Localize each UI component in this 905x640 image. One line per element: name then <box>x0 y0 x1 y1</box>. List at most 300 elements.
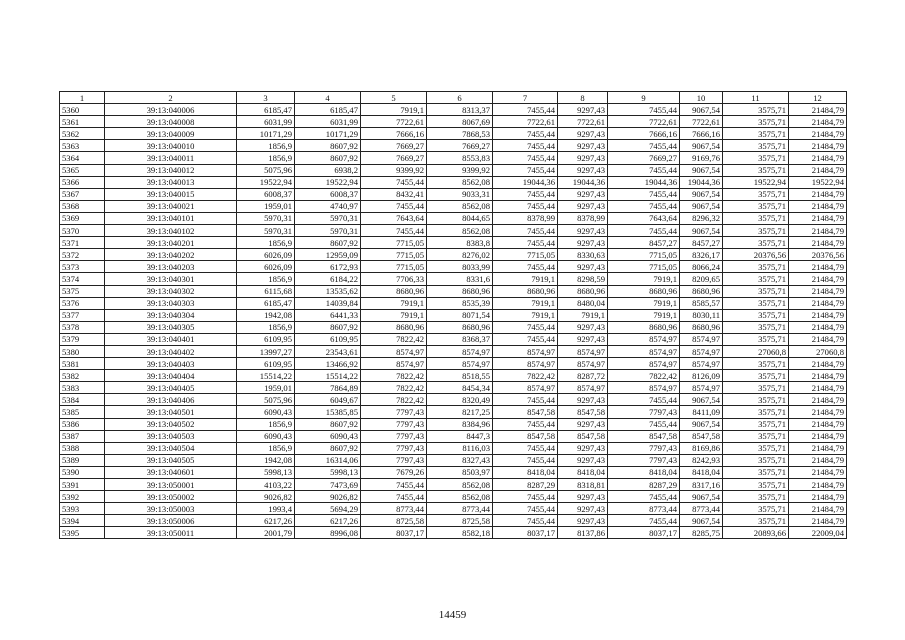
table-cell: 6090,43 <box>237 406 295 418</box>
table-cell: 19522,94 <box>237 176 295 188</box>
table-cell: 7722,61 <box>558 116 608 128</box>
table-cell: 5391 <box>60 479 105 491</box>
table-cell: 5386 <box>60 418 105 430</box>
table-cell: 5970,31 <box>295 225 361 237</box>
column-header: 10 <box>680 92 723 104</box>
table-cell: 19044,36 <box>680 176 723 188</box>
table-cell: 7919,1 <box>361 104 427 116</box>
table-cell: 8773,44 <box>361 503 427 515</box>
table-cell: 8725,58 <box>427 515 493 527</box>
table-cell: 9067,54 <box>680 200 723 212</box>
table-cell: 3575,71 <box>723 261 789 273</box>
table-cell: 7669,27 <box>427 140 493 152</box>
table-cell: 21484,79 <box>789 418 847 430</box>
table-cell: 39:13:040006 <box>105 104 237 116</box>
table-cell: 7455,44 <box>493 152 558 164</box>
table-row <box>60 128 847 140</box>
table-cell: 8126,09 <box>680 370 723 382</box>
table-cell: 7455,44 <box>608 394 680 406</box>
table-cell: 7919,1 <box>608 297 680 309</box>
table-cell: 3575,71 <box>723 273 789 285</box>
table-cell: 9297,43 <box>558 491 608 503</box>
table-cell: 7455,44 <box>493 140 558 152</box>
table-cell: 7455,44 <box>493 164 558 176</box>
table-row <box>60 225 847 237</box>
table-cell: 5360 <box>60 104 105 116</box>
table-cell: 8680,96 <box>427 321 493 333</box>
table-cell: 5372 <box>60 249 105 261</box>
table-cell: 8418,04 <box>493 466 558 478</box>
table-cell: 8574,97 <box>680 345 723 357</box>
table-cell: 7455,44 <box>608 140 680 152</box>
table-cell: 6441,33 <box>295 309 361 321</box>
table-cell: 8574,97 <box>608 358 680 370</box>
table-cell: 5375 <box>60 285 105 297</box>
table-cell: 39:13:040304 <box>105 309 237 321</box>
table-cell: 8033,99 <box>427 261 493 273</box>
table-cell: 3575,71 <box>723 297 789 309</box>
table-cell: 8574,97 <box>361 345 427 357</box>
table-cell: 39:13:040009 <box>105 128 237 140</box>
table-cell: 9297,43 <box>558 188 608 200</box>
table-cell: 9297,43 <box>558 200 608 212</box>
table-cell: 3575,71 <box>723 140 789 152</box>
table-cell: 8317,16 <box>680 479 723 491</box>
table-cell: 7715,05 <box>608 261 680 273</box>
table-cell: 21484,79 <box>789 491 847 503</box>
table-cell: 21484,79 <box>789 212 847 224</box>
table-cell: 21484,79 <box>789 200 847 212</box>
table-cell: 8432,41 <box>361 188 427 200</box>
table-cell: 1856,9 <box>237 321 295 333</box>
table-cell: 1856,9 <box>237 140 295 152</box>
table-cell: 7715,05 <box>493 249 558 261</box>
table-cell: 6938,2 <box>295 164 361 176</box>
table-cell: 7455,44 <box>608 418 680 430</box>
table-cell: 5390 <box>60 466 105 478</box>
table-cell: 8680,96 <box>427 285 493 297</box>
table-cell: 8418,04 <box>608 466 680 478</box>
table-cell: 9297,43 <box>558 237 608 249</box>
table-cell: 6185,47 <box>237 297 295 309</box>
table-cell: 21484,79 <box>789 442 847 454</box>
table-row <box>60 273 847 285</box>
table-cell: 7715,05 <box>608 249 680 261</box>
table-cell: 8574,97 <box>680 333 723 345</box>
table-cell: 9399,92 <box>361 164 427 176</box>
table-cell: 7473,69 <box>295 479 361 491</box>
table-cell: 8287,72 <box>558 370 608 382</box>
table-cell: 8996,08 <box>295 527 361 539</box>
table-cell: 9297,43 <box>558 442 608 454</box>
table-cell: 8562,08 <box>427 225 493 237</box>
table-cell: 9297,43 <box>558 394 608 406</box>
table-cell: 3575,71 <box>723 515 789 527</box>
table-cell: 6008,37 <box>237 188 295 200</box>
table-cell: 7722,61 <box>608 116 680 128</box>
table-cell: 7455,44 <box>493 454 558 466</box>
table-cell: 21484,79 <box>789 285 847 297</box>
table-cell: 3575,71 <box>723 200 789 212</box>
table-cell: 5364 <box>60 152 105 164</box>
table-row <box>60 333 847 345</box>
table-cell: 21484,79 <box>789 515 847 527</box>
table-cell: 6026,09 <box>237 261 295 273</box>
table-cell: 7722,61 <box>680 116 723 128</box>
table-cell: 8067,69 <box>427 116 493 128</box>
table-cell: 3575,71 <box>723 116 789 128</box>
table-cell: 9026,82 <box>295 491 361 503</box>
table-cell: 7455,44 <box>493 442 558 454</box>
table-cell: 8457,27 <box>608 237 680 249</box>
column-header: 2 <box>105 92 237 104</box>
table-cell: 7455,44 <box>493 237 558 249</box>
table-cell: 5385 <box>60 406 105 418</box>
table-cell: 9297,43 <box>558 418 608 430</box>
table-cell: 1942,08 <box>237 454 295 466</box>
table-cell: 6185,47 <box>295 104 361 116</box>
table-cell: 5075,96 <box>237 394 295 406</box>
table-cell: 10171,29 <box>295 128 361 140</box>
table-cell: 3575,71 <box>723 394 789 406</box>
table-cell: 27060,8 <box>723 345 789 357</box>
table-cell: 8574,97 <box>608 345 680 357</box>
table-cell: 8607,92 <box>295 237 361 249</box>
table-cell: 8574,97 <box>558 345 608 357</box>
table-cell: 8574,97 <box>680 382 723 394</box>
table-cell: 21484,79 <box>789 152 847 164</box>
table-cell: 6217,26 <box>237 515 295 527</box>
table-cell: 3575,71 <box>723 225 789 237</box>
table-cell: 39:13:040404 <box>105 370 237 382</box>
table-cell: 8562,08 <box>427 491 493 503</box>
table-cell: 21484,79 <box>789 503 847 515</box>
table-cell: 39:13:040406 <box>105 394 237 406</box>
table-cell: 12959,09 <box>295 249 361 261</box>
table-cell: 9067,54 <box>680 104 723 116</box>
table-cell: 8384,96 <box>427 418 493 430</box>
table-cell: 8582,18 <box>427 527 493 539</box>
table-cell: 3575,71 <box>723 503 789 515</box>
table-cell: 8574,97 <box>608 333 680 345</box>
table-row <box>60 285 847 297</box>
table-cell: 8574,97 <box>427 345 493 357</box>
table-row <box>60 164 847 176</box>
table-cell: 3575,71 <box>723 128 789 140</box>
table-cell: 8574,97 <box>493 382 558 394</box>
table-cell: 8287,29 <box>608 479 680 491</box>
table-cell: 8574,97 <box>558 358 608 370</box>
table-cell: 7455,44 <box>493 188 558 200</box>
table-row <box>60 140 847 152</box>
table-row <box>60 237 847 249</box>
table-cell: 5075,96 <box>237 164 295 176</box>
table-cell: 21484,79 <box>789 188 847 200</box>
table-cell: 7455,44 <box>493 104 558 116</box>
table-row <box>60 430 847 442</box>
table-cell: 5381 <box>60 358 105 370</box>
table-cell: 6185,47 <box>237 104 295 116</box>
table-cell: 39:13:040303 <box>105 297 237 309</box>
table-cell: 21484,79 <box>789 466 847 478</box>
table-cell: 7919,1 <box>493 309 558 321</box>
table-cell: 3575,71 <box>723 418 789 430</box>
table-row <box>60 152 847 164</box>
table-cell: 14039,84 <box>295 297 361 309</box>
table-cell: 9297,43 <box>558 333 608 345</box>
table-cell: 7797,43 <box>608 406 680 418</box>
table-cell: 15514,22 <box>295 370 361 382</box>
table-cell: 5392 <box>60 491 105 503</box>
table-cell: 8383,8 <box>427 237 493 249</box>
table-cell: 6184,22 <box>295 273 361 285</box>
table-cell: 7864,89 <box>295 382 361 394</box>
table-row <box>60 297 847 309</box>
table-cell: 5970,31 <box>237 225 295 237</box>
table-row <box>60 406 847 418</box>
table-cell: 1942,08 <box>237 309 295 321</box>
table-cell: 3575,71 <box>723 237 789 249</box>
table-cell: 7455,44 <box>493 225 558 237</box>
table-cell: 9067,54 <box>680 164 723 176</box>
table-cell: 8318,81 <box>558 479 608 491</box>
table-cell: 7455,44 <box>493 418 558 430</box>
table-cell: 8242,93 <box>680 454 723 466</box>
table-cell: 3575,71 <box>723 370 789 382</box>
table-cell: 7679,26 <box>361 466 427 478</box>
table-cell: 23543,61 <box>295 345 361 357</box>
table-cell: 6049,67 <box>295 394 361 406</box>
table-cell: 7669,27 <box>608 152 680 164</box>
table-cell: 6172,93 <box>295 261 361 273</box>
table-cell: 8418,04 <box>680 466 723 478</box>
table-cell: 7455,44 <box>608 491 680 503</box>
table-row <box>60 454 847 466</box>
table-cell: 7669,27 <box>361 140 427 152</box>
table-cell: 7455,44 <box>608 200 680 212</box>
table-cell: 39:13:040401 <box>105 333 237 345</box>
table-cell: 39:13:040202 <box>105 249 237 261</box>
table-cell: 8169,86 <box>680 442 723 454</box>
page-number: 14459 <box>438 609 467 621</box>
table-row <box>60 515 847 527</box>
table-cell: 8037,17 <box>608 527 680 539</box>
table-cell: 7455,44 <box>608 188 680 200</box>
table-cell: 3575,71 <box>723 152 789 164</box>
table-cell: 6109,95 <box>237 333 295 345</box>
table-cell: 9033,31 <box>427 188 493 200</box>
table-cell: 21484,79 <box>789 394 847 406</box>
table-cell: 8585,57 <box>680 297 723 309</box>
table-cell: 21484,79 <box>789 309 847 321</box>
table-cell: 21484,79 <box>789 128 847 140</box>
table-cell: 9297,43 <box>558 140 608 152</box>
table-cell: 9067,54 <box>680 140 723 152</box>
table-cell: 5384 <box>60 394 105 406</box>
table-cell: 5998,13 <box>237 466 295 478</box>
table-row <box>60 200 847 212</box>
table-cell: 39:13:050003 <box>105 503 237 515</box>
table-cell: 16314,06 <box>295 454 361 466</box>
column-header: 11 <box>723 92 789 104</box>
table-cell: 8457,27 <box>680 237 723 249</box>
table-cell: 8607,92 <box>295 442 361 454</box>
table-cell: 9297,43 <box>558 261 608 273</box>
table-cell: 5361 <box>60 116 105 128</box>
table-cell: 5365 <box>60 164 105 176</box>
table-row <box>60 321 847 333</box>
table-cell: 3575,71 <box>723 164 789 176</box>
table-row <box>60 104 847 116</box>
table-row <box>60 418 847 430</box>
table-cell: 7797,43 <box>361 406 427 418</box>
table-cell: 8547,58 <box>608 430 680 442</box>
table-cell: 5998,13 <box>295 466 361 478</box>
table-cell: 5367 <box>60 188 105 200</box>
table-cell: 13535,62 <box>295 285 361 297</box>
table-cell: 5377 <box>60 309 105 321</box>
table-row <box>60 382 847 394</box>
table-cell: 7797,43 <box>361 418 427 430</box>
table-cell: 6026,09 <box>237 249 295 261</box>
table-cell: 10171,29 <box>237 128 295 140</box>
table-cell: 39:13:040403 <box>105 358 237 370</box>
table-cell: 3575,71 <box>723 466 789 478</box>
table-cell: 5374 <box>60 273 105 285</box>
table-cell: 8680,96 <box>493 285 558 297</box>
table-cell: 5371 <box>60 237 105 249</box>
table-cell: 21484,79 <box>789 104 847 116</box>
table-cell: 9067,54 <box>680 515 723 527</box>
table-cell: 7666,16 <box>361 128 427 140</box>
table-cell: 8680,96 <box>608 321 680 333</box>
table-cell: 3575,71 <box>723 382 789 394</box>
table-cell: 8607,92 <box>295 418 361 430</box>
table-cell: 7455,44 <box>493 394 558 406</box>
table-cell: 7715,05 <box>361 237 427 249</box>
table-cell: 9399,92 <box>427 164 493 176</box>
table-cell: 8071,54 <box>427 309 493 321</box>
table-cell: 8327,43 <box>427 454 493 466</box>
table-cell: 8209,65 <box>680 273 723 285</box>
table-cell: 5373 <box>60 261 105 273</box>
table-cell: 1993,4 <box>237 503 295 515</box>
table-cell: 7706,33 <box>361 273 427 285</box>
table-cell: 7822,42 <box>361 394 427 406</box>
table-cell: 39:13:040011 <box>105 152 237 164</box>
table-cell: 21484,79 <box>789 370 847 382</box>
table-cell: 39:13:040015 <box>105 188 237 200</box>
table-cell: 21484,79 <box>789 225 847 237</box>
table-cell: 8368,37 <box>427 333 493 345</box>
table-cell: 21484,79 <box>789 358 847 370</box>
table-cell: 39:13:040102 <box>105 225 237 237</box>
table-cell: 8116,03 <box>427 442 493 454</box>
table-cell: 4740,97 <box>295 200 361 212</box>
table-row <box>60 466 847 478</box>
table-cell: 5970,31 <box>295 212 361 224</box>
table-cell: 7455,44 <box>608 515 680 527</box>
table-cell: 8574,97 <box>608 382 680 394</box>
table-cell: 5362 <box>60 128 105 140</box>
table-cell: 8378,99 <box>558 212 608 224</box>
data-table <box>59 91 847 539</box>
table-cell: 15514,22 <box>237 370 295 382</box>
table-cell: 21484,79 <box>789 454 847 466</box>
table-row <box>60 309 847 321</box>
table-row <box>60 370 847 382</box>
table-cell: 21484,79 <box>789 261 847 273</box>
table-row <box>60 176 847 188</box>
table-cell: 8562,08 <box>427 479 493 491</box>
table-cell: 3575,71 <box>723 321 789 333</box>
table-cell: 9067,54 <box>680 418 723 430</box>
table-cell: 39:13:040021 <box>105 200 237 212</box>
table-cell: 39:13:040010 <box>105 140 237 152</box>
table-cell: 8725,58 <box>361 515 427 527</box>
table-cell: 39:13:040501 <box>105 406 237 418</box>
table-cell: 5370 <box>60 225 105 237</box>
table-cell: 5366 <box>60 176 105 188</box>
table-cell: 22009,04 <box>789 527 847 539</box>
table-row <box>60 503 847 515</box>
table-cell: 9297,43 <box>558 454 608 466</box>
table-cell: 8378,99 <box>493 212 558 224</box>
table-cell: 7822,42 <box>361 370 427 382</box>
table-cell: 39:13:040201 <box>105 237 237 249</box>
table-cell: 20376,56 <box>723 249 789 261</box>
table-cell: 5378 <box>60 321 105 333</box>
table-cell: 6217,26 <box>295 515 361 527</box>
table-cell: 7797,43 <box>361 442 427 454</box>
table-cell: 8680,96 <box>361 321 427 333</box>
table-cell: 7797,43 <box>608 442 680 454</box>
table-cell: 19044,36 <box>608 176 680 188</box>
table-cell: 8574,97 <box>493 345 558 357</box>
table-cell: 8547,58 <box>493 430 558 442</box>
table-cell: 5387 <box>60 430 105 442</box>
table-cell: 7919,1 <box>361 309 427 321</box>
table-cell: 5393 <box>60 503 105 515</box>
table-row <box>60 249 847 261</box>
table-cell: 8447,3 <box>427 430 493 442</box>
table-cell: 8326,17 <box>680 249 723 261</box>
table-cell: 8418,04 <box>558 466 608 478</box>
table-cell: 8037,17 <box>361 527 427 539</box>
table-cell: 3575,71 <box>723 479 789 491</box>
table-cell: 3575,71 <box>723 212 789 224</box>
table-cell: 39:13:050002 <box>105 491 237 503</box>
table-cell: 21484,79 <box>789 273 847 285</box>
table-cell: 3575,71 <box>723 285 789 297</box>
table-cell: 7666,16 <box>680 128 723 140</box>
table-cell: 9026,82 <box>237 491 295 503</box>
table-cell: 1856,9 <box>237 152 295 164</box>
table-cell: 1856,9 <box>237 237 295 249</box>
table-cell: 3575,71 <box>723 430 789 442</box>
table-cell: 39:13:040013 <box>105 176 237 188</box>
table-cell: 7455,44 <box>493 200 558 212</box>
table-cell: 7919,1 <box>493 297 558 309</box>
table-cell: 39:13:040008 <box>105 116 237 128</box>
table-cell: 6090,43 <box>295 430 361 442</box>
table-cell: 20376,56 <box>789 249 847 261</box>
table-cell: 7822,42 <box>361 333 427 345</box>
table-cell: 15385,85 <box>295 406 361 418</box>
table-row <box>60 358 847 370</box>
table-cell: 6109,95 <box>295 333 361 345</box>
table-cell: 39:13:040203 <box>105 261 237 273</box>
